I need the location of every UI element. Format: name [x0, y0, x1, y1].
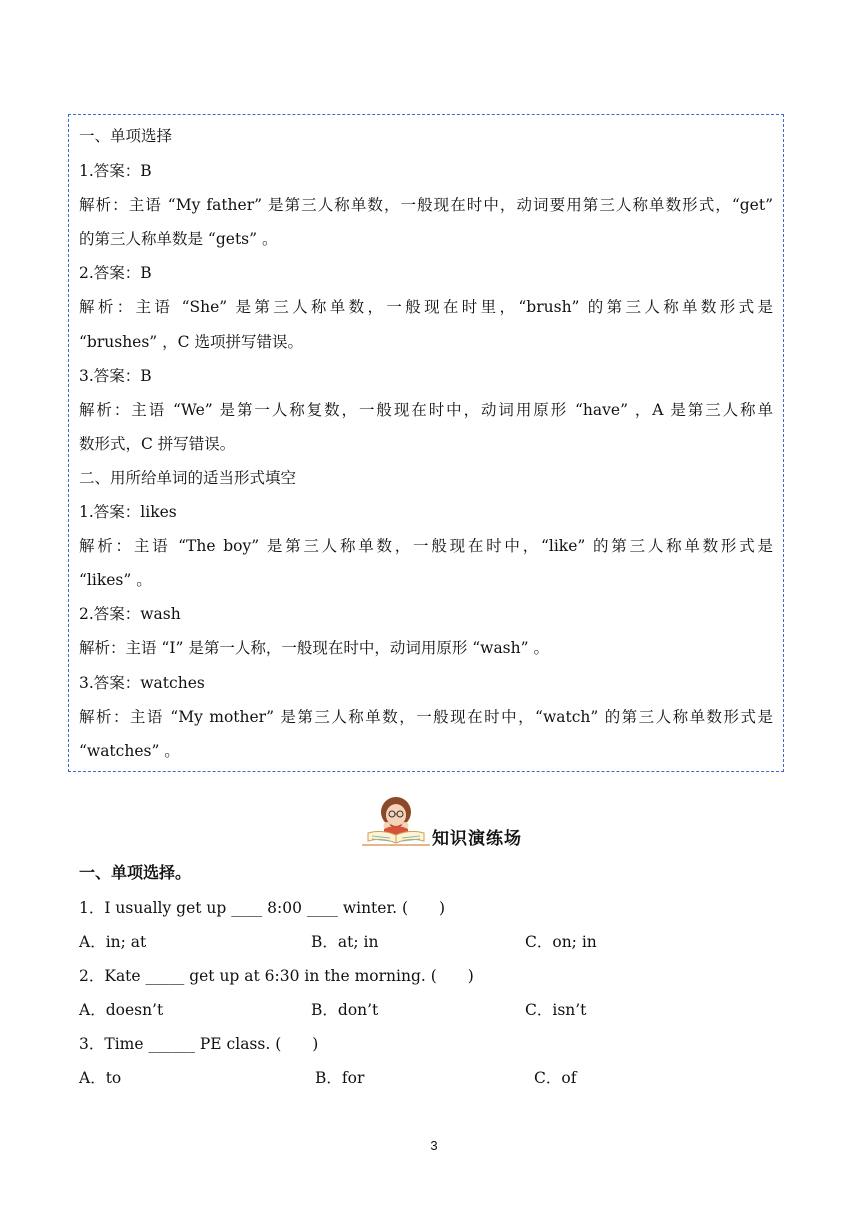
girl-reading-book-icon — [360, 795, 432, 847]
explanation-3-line-2: 数形式，C 拼写错误。 — [79, 435, 236, 453]
explanation-3-line-1: 解析：主语 “We” 是第一人称复数，一般现在时中，动词用原形 “have” ，A 是第三人称单 — [79, 401, 773, 419]
question-2-option-a: A．doesn’t — [79, 1001, 164, 1019]
explanation-fill-3-line-2: “watches” 。 — [79, 742, 180, 760]
question-3-option-a: A．to — [79, 1069, 122, 1087]
question-1-option-a: A．in; at — [79, 933, 147, 951]
question-3-stem: 3．Time ______ PE class. ( ) — [79, 1035, 319, 1053]
question-2-stem: 2．Kate _____ get up at 6:30 in the morning. ( ) — [79, 967, 474, 985]
explanation-2-line-2: “brushes” ，C 选项拼写错误。 — [79, 333, 303, 351]
explanation-fill-2-line-1: 解析：主语 “I” 是第一人称，一般现在时中，动词用原形 “wash” 。 — [79, 639, 549, 657]
explanation-2-line-1: 解析：主语 “She” 是第三人称单数，一般现在时里，“brush” 的第三人称单数形式是 — [79, 298, 773, 316]
explanation-fill-3-line-1: 解析：主语 “My mother” 是第三人称单数，一般现在时中，“watch” 的第三人称单数形式是 — [79, 708, 773, 726]
section-title-single-choice: 一、单项选择 — [79, 127, 173, 145]
answer-1: 1.答案：B — [79, 162, 152, 180]
question-2-option-b: B．don’t — [311, 1001, 379, 1019]
page-number: 3 — [430, 1138, 438, 1153]
question-1-option-c: C．on; in — [525, 933, 597, 951]
question-1-option-b: B．at; in — [311, 933, 379, 951]
question-1-stem: 1．I usually get up ____ 8:00 ____ winter. ( ) — [79, 899, 446, 917]
answer-2: 2.答案：B — [79, 264, 152, 282]
explanation-1-line-1: 解析：主语 “My father” 是第三人称单数，一般现在时中，动词要用第三人称单数形式，“get” — [79, 196, 773, 214]
answer-3: 3.答案：B — [79, 367, 152, 385]
question-3-option-c: C．of — [534, 1069, 577, 1087]
explanation-fill-1-line-2: “likes” 。 — [79, 571, 152, 589]
answer-fill-1: 1.答案：likes — [79, 503, 177, 521]
practice-section-title: 一、单项选择。 — [79, 863, 192, 882]
answer-fill-2: 2.答案：wash — [79, 605, 181, 623]
answer-fill-3: 3.答案：watches — [79, 674, 205, 692]
section-title-fill-in: 二、用所给单词的适当形式填空 — [79, 469, 297, 487]
explanation-1-line-2: 的第三人称单数是 “gets” 。 — [79, 230, 278, 248]
practice-heading-title: 知识演练场 — [432, 829, 522, 849]
question-3-option-b: B．for — [315, 1069, 365, 1087]
question-2-option-c: C．isn’t — [525, 1001, 587, 1019]
explanation-fill-1-line-1: 解析：主语 “The boy” 是第三人称单数，一般现在时中，“like” 的第三人称单数形式是 — [79, 537, 773, 555]
